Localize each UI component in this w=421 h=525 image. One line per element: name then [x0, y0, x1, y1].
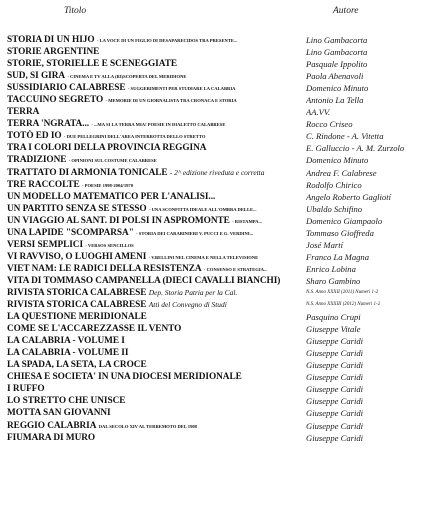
book-author: Giuseppe Caridi: [306, 420, 364, 431]
book-title: SUSSIDIARIO CALABRESE: [7, 83, 126, 94]
book-subtitle: - RISTAMPA...: [232, 218, 263, 224]
book-title-cell: [7, 395, 304, 407]
book-subtitle: - MEMORIE DI UN GIORNALISTA TRA CRONACA E STORIA: [105, 98, 237, 104]
book-title-cell: [7, 432, 304, 444]
list-item: [7, 371, 419, 383]
book-author: Rocco Criseo: [306, 119, 353, 130]
list-item: [7, 130, 419, 142]
book-title: STORIA DI UN HIJO: [7, 35, 95, 45]
book-subtitle: Atti del Convegno di Studi: [148, 300, 227, 310]
book-title: VI RAVVISO, O LUOGHI AMENI: [7, 251, 147, 262]
book-subtitle: DAL SECOLO XIV AL TERREMOTO DEL 1908: [98, 423, 197, 429]
book-title-cell: [7, 383, 304, 395]
book-title-cell: [7, 287, 304, 299]
list-item: [7, 263, 419, 275]
book-author: Andrea F. Calabrese: [306, 167, 377, 178]
book-title-cell: [7, 371, 304, 383]
book-subtitle: - OPINIONI SUL COSTUME CALABRESE: [68, 158, 157, 164]
book-title: TACCUINO SEGRETO: [7, 95, 104, 106]
book-subtitle: - LA VOCE DI UN FIGLIO DI DESAPARECIDOS TRA PRESENTE...: [96, 38, 238, 43]
book-title-cell: [7, 299, 304, 311]
book-subtitle: - CONSENSO E STRATEGIA...: [203, 266, 268, 272]
book-title: TOTÒ ED IO: [7, 131, 62, 142]
book-subtitle: - CINEMA E TV ALLA (RI)SCOPERTA DEL MERIDIONE: [67, 74, 187, 80]
list-item: [7, 34, 419, 46]
book-author: Giuseppe Caridi: [306, 408, 364, 419]
book-author: Domenico Minuto: [306, 83, 369, 94]
book-author: Giuseppe Caridi: [306, 360, 364, 371]
book-author: Giuseppe Caridi: [306, 432, 364, 443]
list-item: [7, 311, 419, 323]
list-item: [7, 239, 419, 251]
book-subtitle: - ...MA SI LA TERRA MIA! POESIE IN DIALETTO CALABRESE: [91, 122, 226, 128]
book-title: VITA DI TOMMASO CAMPANELLA (DIECI CAVALLI BIANCHI): [7, 275, 281, 286]
book-title: I RUFFO: [7, 384, 45, 395]
book-author: Giuseppe Caridi: [306, 372, 364, 383]
book-author: N.S. Anno XXXIII (2012) Numeri 1-2: [306, 302, 381, 308]
book-author: Pasquale Ippolito: [306, 59, 368, 70]
book-subtitle: - V.BELLINI NEL CINEMA E NELLA TELEVISIONE: [148, 254, 259, 260]
book-author: C. Rindone - A. Vitetta: [306, 131, 384, 142]
list-item: [7, 82, 419, 94]
book-title-cell: [7, 167, 304, 179]
column-header: [0, 6, 421, 20]
book-title-cell: [7, 407, 304, 419]
book-title: RIVISTA STORICA CALABRESE: [7, 287, 147, 298]
list-item: [7, 383, 419, 395]
book-author: Franco La Magna: [306, 251, 370, 262]
book-author: Giuseppe Caridi: [306, 384, 364, 395]
book-title-cell: [7, 323, 304, 335]
book-title: TERRA 'NGRATA...: [7, 119, 90, 130]
book-author: Domenico Giampaolo: [306, 215, 383, 226]
list-item: [7, 395, 419, 407]
book-title-cell: [7, 142, 304, 154]
book-title: VIET NAM: LE RADICI DELLA RESISTENZA: [7, 263, 202, 274]
list-item: [7, 251, 419, 263]
book-author: E. Galluccio - A. M. Zurzolo: [306, 143, 405, 154]
book-author: Antonio La Tella: [306, 95, 364, 106]
book-title-cell: [7, 347, 304, 359]
book-title-cell: [7, 46, 304, 58]
book-title-cell: [7, 191, 304, 203]
list-item: [7, 179, 419, 191]
book-title: VERSI SEMPLICI: [7, 239, 84, 250]
list-item: [7, 106, 419, 118]
list-item: [7, 154, 419, 166]
book-title: TRA I COLORI DELLA PROVINCIA REGGINA: [7, 143, 207, 154]
list-item: [7, 191, 419, 203]
book-title: UN VIAGGIO AL SANT. DI POLSI IN ASPROMONTE: [7, 215, 230, 226]
list-item: [7, 70, 419, 82]
book-title: COME SE L'ACCAREZZASSE IL VENTO: [7, 324, 182, 335]
author-column-label: Autore: [333, 6, 359, 16]
list-item: [7, 118, 419, 130]
list-item: [7, 407, 419, 419]
book-title: LA SPADA, LA SETA, LA CROCE: [7, 360, 147, 371]
title-column-label: Titolo: [64, 6, 87, 16]
book-title: SUD, SI GIRA: [7, 71, 66, 82]
book-author: Sharo Gambino: [306, 275, 361, 286]
book-title-cell: [7, 311, 304, 323]
list-item: [7, 46, 419, 58]
list-item: [7, 167, 419, 179]
book-author: Lino Gambacorta: [306, 47, 368, 58]
book-title: UN MODELLO MATEMATICO PER L'ANALISI...: [7, 191, 216, 202]
book-subtitle: - VERSOS SENCILLOS: [85, 242, 134, 248]
list-item: [7, 58, 419, 70]
book-title: FIUMARA DI MURO: [7, 432, 96, 443]
book-author: Domenico Minuto: [306, 155, 369, 166]
book-title-cell: [7, 275, 304, 287]
book-title-cell: [7, 359, 304, 371]
book-subtitle: - POESIE 1998-2004/1970: [81, 182, 134, 188]
book-title-cell: [7, 58, 304, 70]
book-author: José Martí: [306, 239, 343, 250]
list-item: [7, 142, 419, 154]
list-item: [7, 94, 419, 106]
book-author: Pasquino Crupi: [306, 312, 361, 323]
book-subtitle: - 2^ edizione riveduta e corretta: [169, 167, 265, 177]
book-author: N.S. Anno XXXII (2011) Numeri 1-2: [306, 289, 379, 295]
book-title: STORIE, STORIELLE E SCENEGGIATE: [7, 59, 177, 70]
book-author: Giuseppe Caridi: [306, 396, 364, 407]
book-title: TERRA: [7, 107, 40, 118]
book-subtitle: - SUGGERIMENTI PER STUDIARE LA CALABRIA: [127, 86, 236, 92]
book-subtitle: - STORIA DEI CARABINIERI V. PUCCI E G. VERDINI...: [136, 230, 254, 236]
list-item: [7, 335, 419, 347]
book-author: Rodolfo Chirico: [306, 179, 362, 190]
book-title: LA CALABRIA - VOLUME II: [7, 348, 129, 359]
book-title: TRADIZIONE: [7, 155, 67, 166]
book-title: CHIESA E SOCIETA' IN UNA DIOCESI MERIDIONALE: [7, 372, 242, 383]
book-title: LA QUESTIONE MERIDIONALE: [7, 312, 147, 323]
book-title: LA CALABRIA - VOLUME I: [7, 336, 125, 347]
book-author: AA.VV.: [306, 107, 331, 118]
book-title: STORIE ARGENTINE: [7, 47, 100, 58]
book-title-cell: [7, 106, 304, 118]
book-subtitle: - UNA SCONFITTA IDEALE ALL'OMBRA DELLE...: [148, 206, 257, 212]
book-title-cell: [7, 335, 304, 347]
book-subtitle: - DUE PELLEGRINI DELL'AREA INTERROTTA DELLO STRETTO: [63, 134, 206, 140]
list-item: [7, 275, 419, 287]
book-author: Tommaso Gioffreda: [306, 227, 374, 238]
book-title: REGGIO CALABRIA: [7, 420, 97, 431]
book-author: Angelo Roberto Gagliotí: [306, 191, 391, 202]
list-item: [7, 359, 419, 371]
list-item: [7, 287, 419, 299]
list-item: [7, 299, 419, 311]
book-title: TRATTATO DI ARMONIA TONICALE: [7, 167, 168, 178]
list-item: [7, 347, 419, 359]
book-author: Giuseppe Caridi: [306, 348, 364, 359]
book-author: Enrico Lobina: [306, 263, 356, 274]
book-title: UNA LAPIDE "SCOMPARSA": [7, 227, 134, 238]
book-title: LO STRETTO CHE UNISCE: [7, 396, 126, 407]
book-title: UN PARTITO SENZA SE STESSO: [7, 203, 147, 214]
book-title: RIVISTA STORICA CALABRESE: [7, 300, 147, 311]
book-author: Giuseppe Caridi: [306, 336, 364, 347]
list-item: [7, 432, 419, 444]
book-author: Paola Abenavoli: [306, 71, 364, 82]
book-author: Lino Gambacorta: [306, 35, 368, 45]
list-item: [7, 323, 419, 335]
book-subtitle: Dep. Storia Patria per la Cal.: [148, 287, 238, 297]
list-item: [7, 420, 419, 432]
book-author: Giuseppe Vitale: [306, 324, 361, 335]
book-title: TRE RACCOLTE: [7, 179, 80, 190]
list-item: [7, 203, 419, 215]
book-title: MOTTA SAN GIOVANNI: [7, 408, 111, 419]
book-author: Ubaldo Schifino: [306, 203, 363, 214]
list-item: [7, 227, 419, 239]
book-list: [7, 34, 419, 444]
list-item: [7, 215, 419, 227]
